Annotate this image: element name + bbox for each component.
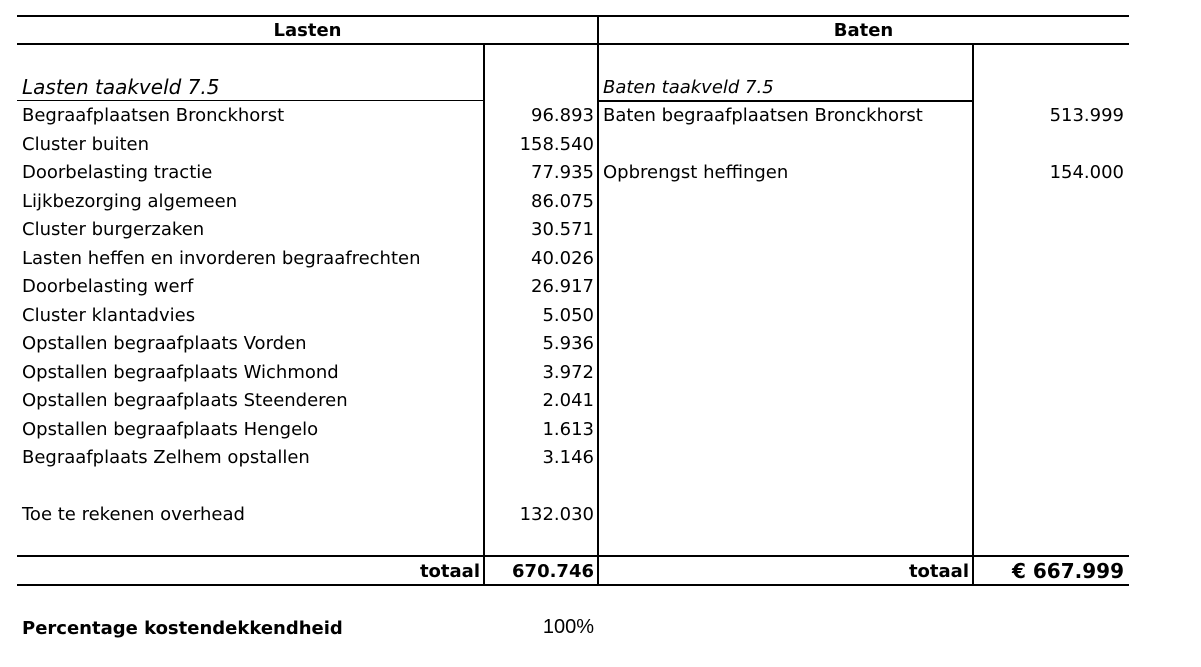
- lasten-item-label: Doorbelasting tractie: [22, 162, 213, 183]
- lasten-item-value: 2.041: [542, 390, 594, 411]
- lasten-total-value: 670.746: [512, 561, 594, 582]
- lasten-item-label: Lijkbezorging algemeen: [22, 191, 238, 212]
- lasten-item-value: 1.613: [542, 419, 594, 440]
- lasten-item-label: Cluster burgerzaken: [22, 219, 205, 240]
- header-baten: Baten: [833, 20, 894, 41]
- lasten-item-value: 3.972: [542, 362, 594, 383]
- baten-item-value: 154.000: [1049, 162, 1124, 183]
- lasten-item-label: Doorbelasting werf: [22, 276, 194, 297]
- baten-item-value: 513.999: [1049, 105, 1124, 126]
- lasten-total-label: totaal: [419, 561, 480, 582]
- lasten-item-value: 5.050: [542, 305, 594, 326]
- lasten-item-label: Opstallen begraafplaats Hengelo: [22, 419, 319, 440]
- overhead-label: Toe te rekenen overhead: [22, 504, 245, 525]
- lasten-section-title: Lasten taakveld 7.5: [22, 75, 220, 99]
- lasten-item-value: 26.917: [531, 276, 594, 297]
- lasten-item-label: Opstallen begraafplaats Wichmond: [22, 362, 339, 383]
- lasten-item-value: 40.026: [531, 248, 594, 269]
- lasten-item-value: 30.571: [531, 219, 594, 240]
- lasten-item-label: Cluster klantadvies: [22, 305, 196, 326]
- lasten-item-label: Opstallen begraafplaats Steenderen: [22, 390, 348, 411]
- cost-coverage-label: Percentage kostendekkendheid: [22, 618, 343, 639]
- baten-title-underline: [598, 100, 973, 102]
- lasten-item-value: 77.935: [531, 162, 594, 183]
- lasten-item-value: 3.146: [542, 447, 594, 468]
- total-bottom-border: [17, 584, 1129, 586]
- divider-baten-values: [972, 43, 974, 586]
- baten-item-label: Baten begraafplaatsen Bronckhorst: [603, 105, 923, 126]
- baten-total-value: € 667.999: [1012, 559, 1124, 583]
- baten-item-label: Opbrengst heffingen: [603, 162, 789, 183]
- top-border: [17, 15, 1129, 17]
- lasten-item-label: Cluster buiten: [22, 134, 149, 155]
- baten-total-label: totaal: [908, 561, 969, 582]
- header-lasten: Lasten: [273, 20, 342, 41]
- lasten-item-value: 5.936: [542, 333, 594, 354]
- lasten-item-value: 158.540: [519, 134, 594, 155]
- cost-coverage-value: 100%: [542, 616, 594, 638]
- lasten-item-label: Lasten heffen en invorderen begraafrechten: [22, 248, 421, 269]
- overhead-value: 132.030: [519, 504, 594, 525]
- total-top-border: [17, 555, 1129, 557]
- lasten-title-underline: [17, 100, 484, 101]
- lasten-item-label: Begraafplaats Zelhem opstallen: [22, 447, 310, 468]
- lasten-item-value: 86.075: [531, 191, 594, 212]
- lasten-item-value: 96.893: [531, 105, 594, 126]
- lasten-item-label: Opstallen begraafplaats Vorden: [22, 333, 307, 354]
- header-bottom-border: [17, 43, 1129, 45]
- baten-section-title: Baten taakveld 7.5: [603, 77, 774, 98]
- lasten-item-label: Begraafplaatsen Bronckhorst: [22, 105, 285, 126]
